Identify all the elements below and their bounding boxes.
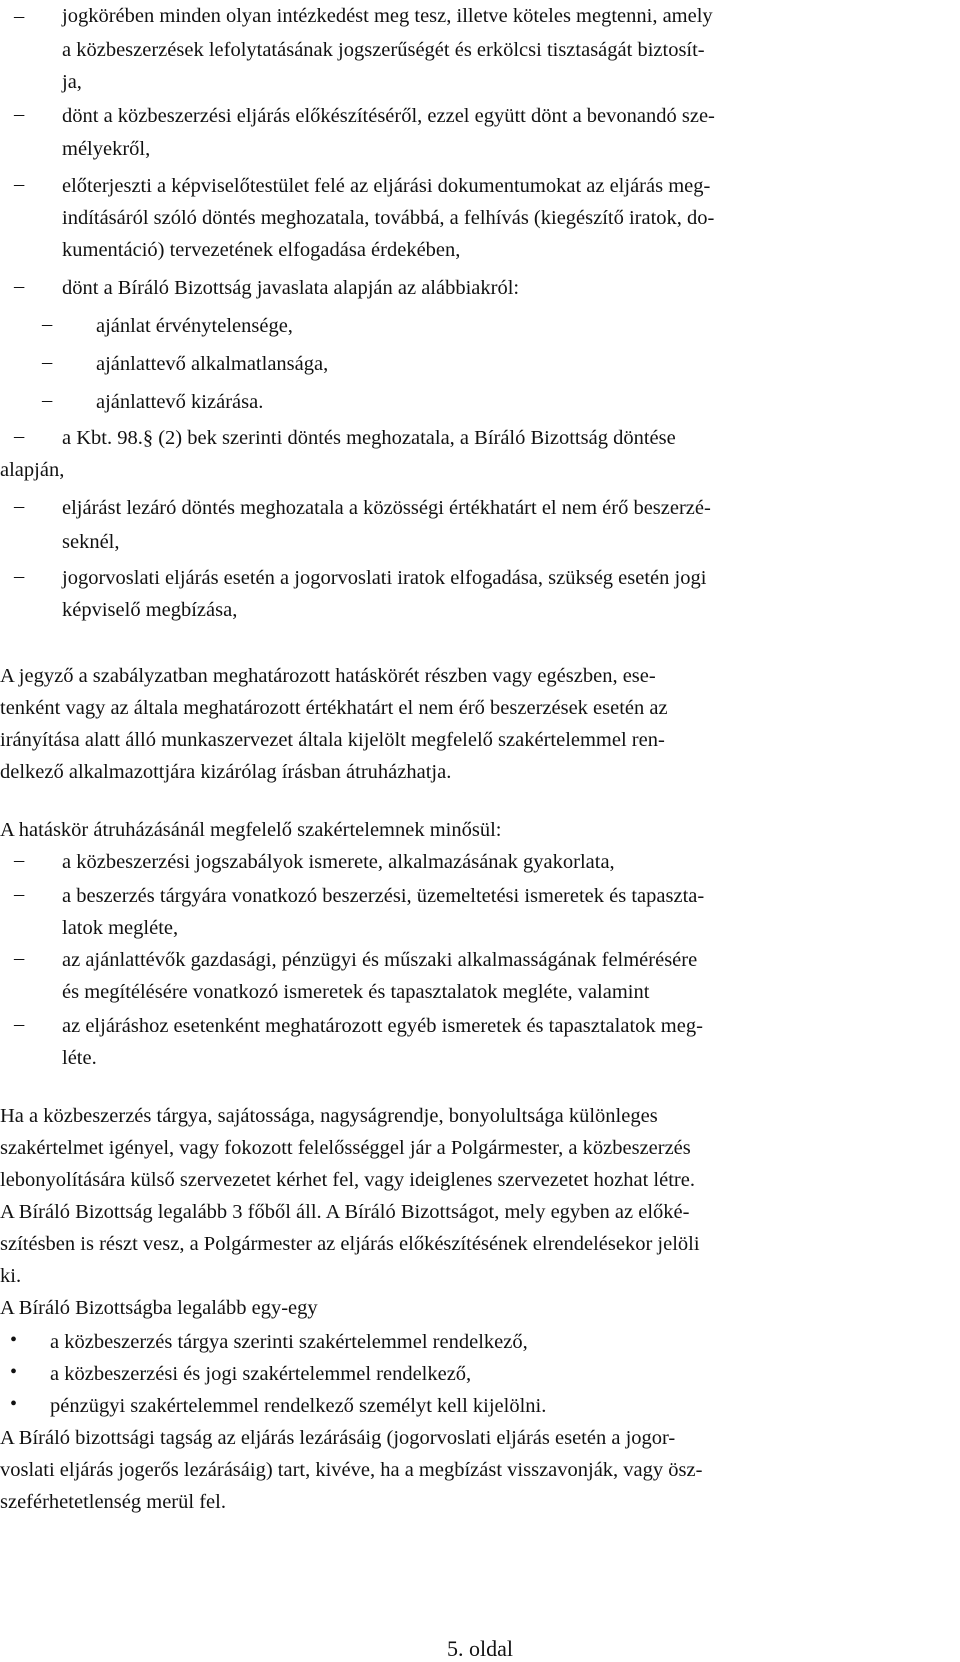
- list-dash: –: [14, 883, 25, 905]
- text-line: eljárást lezáró döntés meghozatala a közösségi értékhatárt el nem érő beszerzé-: [62, 497, 711, 519]
- text-line: az ajánlattévők gazdasági, pénzügyi és műszaki alkalmasságának felmérésére: [62, 949, 698, 971]
- text-line: a közbeszerzési jogszabályok ismerete, alkalmazásának gyakorlata,: [62, 851, 615, 873]
- list-dash: –: [14, 1013, 25, 1035]
- list-dash: –: [14, 849, 25, 871]
- text-line: szítésben is részt vesz, a Polgármester az eljárás előkészítésének elrendelésekor jelöli: [0, 1233, 700, 1255]
- list-dash: –: [14, 565, 25, 587]
- list-dash: –: [14, 173, 25, 195]
- text-line: A hatáskör átruházásánál megfelelő szakértelemnek minősül:: [0, 819, 502, 841]
- list-dash: –: [14, 5, 25, 27]
- list-dash: –: [42, 313, 53, 335]
- list-dash: –: [42, 389, 53, 411]
- text-line: az eljáráshoz esetenként meghatározott egyéb ismeretek és tapasztalatok meg-: [62, 1015, 703, 1037]
- text-line: dönt a Bíráló Bizottság javaslata alapján az alábbiakról:: [62, 277, 520, 299]
- text-line: jogkörében minden olyan intézkedést meg tesz, illetve köteles megtenni, amely: [62, 5, 713, 27]
- text-line: irányítása alatt álló munkaszervezet általa kijelölt megfelelő szakértelemmel ren-: [0, 729, 665, 751]
- text-line: seknél,: [62, 531, 120, 553]
- text-line: előterjeszti a képviselőtestület felé az eljárási dokumentumokat az eljárás meg-: [62, 175, 711, 197]
- text-line: latok megléte,: [62, 917, 179, 939]
- text-line: A jegyző a szabályzatban meghatározott hatáskörét részben vagy egészben, ese-: [0, 665, 656, 687]
- list-dash: –: [14, 275, 25, 297]
- list-dash: –: [14, 425, 25, 447]
- list-dash: –: [14, 495, 25, 517]
- text-line: a közbeszerzés tárgya szerinti szakértelemmel rendelkező,: [50, 1331, 528, 1353]
- list-bullet: •: [10, 1361, 18, 1383]
- text-line: A Bíráló Bizottságba legalább egy-egy: [0, 1297, 318, 1319]
- text-line: alapján,: [0, 459, 65, 481]
- text-line: kumentáció) tervezetének elfogadása érdekében,: [62, 239, 461, 261]
- text-line: ja,: [62, 71, 82, 93]
- text-line: ajánlattevő alkalmatlansága,: [96, 353, 329, 375]
- text-line: szakértelmet igényel, vagy fokozott felelősséggel jár a Polgármester, a közbeszerzés: [0, 1137, 691, 1159]
- page-number: 5. oldal: [447, 1636, 513, 1661]
- text-line: léte.: [62, 1047, 97, 1069]
- text-line: dönt a közbeszerzési eljárás előkészítéséről, ezzel együtt dönt a bevonandó sze-: [62, 105, 715, 127]
- text-line: Ha a közbeszerzés tárgya, sajátossága, nagyságrendje, bonyolultsága különleges: [0, 1105, 658, 1127]
- text-line: A Bíráló Bizottság legalább 3 főből áll. A Bíráló Bizottságot, mely egyben az előké-: [0, 1201, 690, 1223]
- text-line: a beszerzés tárgyára vonatkozó beszerzési, üzemeltetési ismeretek és tapaszta-: [62, 885, 705, 907]
- text-line: indításáról szóló döntés meghozatala, továbbá, a felhívás (kiegészítő iratok, do-: [62, 207, 715, 229]
- list-bullet: •: [10, 1393, 18, 1415]
- text-line: a Kbt. 98.§ (2) bek szerinti döntés meghozatala, a Bíráló Bizottság döntése: [62, 427, 676, 449]
- text-line: ajánlattevő kizárása.: [96, 391, 264, 413]
- text-line: mélyekről,: [62, 138, 151, 160]
- text-line: ajánlat érvénytelensége,: [96, 315, 293, 337]
- list-dash: –: [14, 103, 25, 125]
- list-dash: –: [42, 351, 53, 373]
- text-line: képviselő megbízása,: [62, 599, 238, 621]
- text-line: lebonyolítására külső szervezetet kérhet fel, vagy ideiglenes szervezetet hozhat létre.: [0, 1169, 695, 1191]
- text-line: a közbeszerzési és jogi szakértelemmel rendelkező,: [50, 1363, 472, 1385]
- text-line: és megítélésére vonatkozó ismeretek és tapasztalatok megléte, valamint: [62, 981, 650, 1003]
- text-line: voslati eljárás jogerős lezárásáig) tart, kivéve, ha a megbízást visszavonják, vagy ösz-: [0, 1459, 703, 1481]
- text-line: a közbeszerzések lefolytatásának jogszerűségét és erkölcsi tisztaságát biztosít-: [62, 39, 705, 61]
- text-line: delkező alkalmazottjára kizárólag írásban átruházhatja.: [0, 761, 452, 783]
- text-line: szeférhetetlenség merül fel.: [0, 1491, 226, 1513]
- text-line: ki.: [0, 1265, 22, 1287]
- list-dash: –: [14, 947, 25, 969]
- text-line: jogorvoslati eljárás esetén a jogorvoslati iratok elfogadása, szükség esetén jogi: [62, 567, 707, 589]
- text-line: pénzügyi szakértelemmel rendelkező személyt kell kijelölni.: [50, 1395, 547, 1417]
- text-line: A Bíráló bizottsági tagság az eljárás lezárásáig (jogorvoslati eljárás esetén a jogor-: [0, 1427, 676, 1449]
- text-line: tenként vagy az általa meghatározott értékhatárt el nem érő beszerzések esetén az: [0, 697, 668, 719]
- list-bullet: •: [10, 1329, 18, 1351]
